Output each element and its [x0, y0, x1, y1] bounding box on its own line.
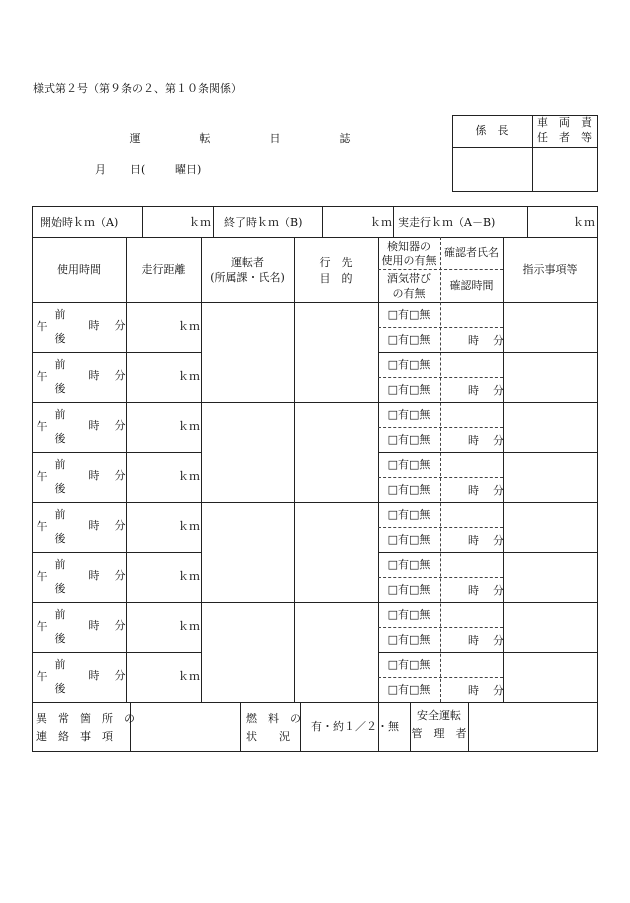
- row-am: 前: [54, 658, 66, 672]
- safety-manager-label-2: 管 理 者: [411, 727, 467, 741]
- row-minute[interactable]: 分: [114, 619, 126, 633]
- row-detector-check[interactable]: □有□無: [387, 658, 431, 672]
- row-check-hour[interactable]: 時: [468, 434, 479, 447]
- row-am: 前: [54, 508, 66, 522]
- header-use-time: 使用時間: [57, 262, 101, 276]
- abnormal-label-2: 連 絡 事 項: [36, 730, 113, 743]
- date-day: 日(: [130, 163, 146, 176]
- header-distance: 走行距離: [141, 262, 186, 276]
- row-hour[interactable]: 時: [88, 669, 100, 683]
- row-minute[interactable]: 分: [114, 669, 126, 683]
- row-minute[interactable]: 分: [114, 519, 126, 533]
- row-check-minute[interactable]: 分: [493, 684, 504, 697]
- end-km-label: 終了時ｋｍ（B): [224, 215, 303, 229]
- row-minute[interactable]: 分: [114, 319, 126, 333]
- row-check-minute[interactable]: 分: [493, 434, 504, 447]
- actual-km-unit: ｋｍ: [573, 215, 595, 229]
- row-check-hour[interactable]: 時: [468, 484, 479, 497]
- row-detector-check[interactable]: □有□無: [387, 358, 431, 372]
- header-destination-2: 目 的: [319, 272, 353, 286]
- row-go: 午: [36, 320, 48, 334]
- row-check-minute[interactable]: 分: [493, 584, 504, 597]
- row-hour[interactable]: 時: [88, 469, 100, 483]
- row-check-minute[interactable]: 分: [493, 334, 504, 347]
- row-km[interactable]: ｋｍ: [178, 420, 200, 433]
- row-drunk-check[interactable]: □有□無: [387, 633, 431, 647]
- row-am: 前: [54, 408, 66, 422]
- row-pm: 後: [54, 582, 66, 596]
- row-drunk-check[interactable]: □有□無: [387, 683, 431, 697]
- row-drunk-check[interactable]: □有□無: [387, 583, 431, 597]
- row-detector-check[interactable]: □有□無: [387, 308, 431, 322]
- fuel-label-2: 状 況: [246, 730, 290, 743]
- fuel-label-1: 燃 料 の: [246, 712, 301, 725]
- row-km[interactable]: ｋｍ: [178, 470, 200, 483]
- row-drunk-check[interactable]: □有□無: [387, 483, 431, 497]
- date-weekday: 曜日): [175, 163, 202, 176]
- row-km[interactable]: ｋｍ: [178, 570, 200, 583]
- row-minute[interactable]: 分: [114, 419, 126, 433]
- row-pm: 後: [54, 432, 66, 446]
- row-drunk-check[interactable]: □有□無: [387, 383, 431, 397]
- row-check-minute[interactable]: 分: [493, 634, 504, 647]
- date-month: 月: [95, 163, 106, 176]
- vehicle-manager-label-1: 車 両 責: [537, 116, 592, 130]
- header-driver-2: (所属課・氏名): [210, 271, 285, 285]
- row-check-hour[interactable]: 時: [468, 384, 479, 397]
- form-label: 様式第２号（第９条の２、第１０条関係）: [33, 82, 242, 95]
- title-char-3: 日: [269, 132, 281, 146]
- header-instructions: 指示事項等: [522, 262, 578, 276]
- row-hour[interactable]: 時: [88, 619, 100, 633]
- row-hour[interactable]: 時: [88, 419, 100, 433]
- row-pm: 後: [54, 632, 66, 646]
- row-hour[interactable]: 時: [88, 569, 100, 583]
- fuel-status-value[interactable]: 有・約１／２・無: [311, 719, 399, 733]
- row-am: 前: [54, 358, 66, 372]
- actual-km-label: 実走行ｋｍ（A－B): [398, 215, 496, 229]
- vehicle-manager-stamp-cell[interactable]: [533, 148, 597, 191]
- row-check-hour[interactable]: 時: [468, 684, 479, 697]
- row-go: 午: [36, 570, 48, 584]
- row-hour[interactable]: 時: [88, 519, 100, 533]
- row-minute[interactable]: 分: [114, 569, 126, 583]
- header-checker-name: 確認者氏名: [444, 246, 499, 260]
- row-km[interactable]: ｋｍ: [178, 370, 200, 383]
- row-go: 午: [36, 370, 48, 384]
- row-detector-check[interactable]: □有□無: [387, 408, 431, 422]
- row-detector-check[interactable]: □有□無: [387, 508, 431, 522]
- row-check-minute[interactable]: 分: [493, 484, 504, 497]
- header-detector-1: 検知器の: [387, 239, 431, 253]
- row-km[interactable]: ｋｍ: [178, 520, 200, 533]
- row-check-hour[interactable]: 時: [468, 334, 479, 347]
- safety-manager-label-1: 安全運転: [417, 709, 461, 723]
- row-am: 前: [54, 458, 66, 472]
- title-char-2: 転: [199, 132, 211, 146]
- abnormal-notes-field[interactable]: [131, 703, 240, 751]
- header-drunk-2: の有無: [392, 286, 426, 300]
- row-am: 前: [54, 558, 66, 572]
- row-check-minute[interactable]: 分: [493, 534, 504, 547]
- header-destination-1: 行 先: [319, 256, 353, 270]
- row-pm: 後: [54, 382, 66, 396]
- vehicle-manager-label-2: 任 者 等: [537, 131, 592, 145]
- row-pm: 後: [54, 682, 66, 696]
- row-go: 午: [36, 520, 48, 534]
- row-go: 午: [36, 620, 48, 634]
- title-char-1: 運: [129, 132, 141, 146]
- row-detector-check[interactable]: □有□無: [387, 458, 431, 472]
- header-check-time: 確認時間: [449, 278, 494, 292]
- end-km-unit: ｋｍ: [370, 215, 392, 229]
- start-km-label: 開始時ｋｍ（A): [40, 215, 119, 229]
- row-minute[interactable]: 分: [114, 469, 126, 483]
- row-drunk-check[interactable]: □有□無: [387, 533, 431, 547]
- row-drunk-check[interactable]: □有□無: [387, 433, 431, 447]
- row-drunk-check[interactable]: □有□無: [387, 333, 431, 347]
- start-km-unit: ｋｍ: [189, 215, 211, 229]
- row-check-hour[interactable]: 時: [468, 584, 479, 597]
- row-am: 前: [54, 608, 66, 622]
- abnormal-label-1: 異 常 箇 所 の: [36, 712, 135, 725]
- row-pm: 後: [54, 332, 66, 346]
- row-go: 午: [36, 420, 48, 434]
- row-hour[interactable]: 時: [88, 319, 100, 333]
- row-am: 前: [54, 308, 66, 322]
- row-hour[interactable]: 時: [88, 369, 100, 383]
- row-km[interactable]: ｋｍ: [178, 320, 200, 333]
- row-km[interactable]: ｋｍ: [178, 670, 200, 683]
- header-detector-2: 使用の有無: [381, 253, 437, 267]
- header-drunk-1: 酒気帯び: [387, 271, 431, 285]
- chief-label: 係 長: [475, 124, 509, 138]
- row-km[interactable]: ｋｍ: [178, 620, 200, 633]
- header-driver-1: 運転者: [231, 256, 264, 270]
- row-detector-check[interactable]: □有□無: [387, 608, 431, 622]
- safety-manager-stamp-field[interactable]: [469, 703, 597, 751]
- row-pm: 後: [54, 532, 66, 546]
- chief-stamp-cell[interactable]: [453, 148, 532, 191]
- row-pm: 後: [54, 482, 66, 496]
- row-check-minute[interactable]: 分: [493, 384, 504, 397]
- row-detector-check[interactable]: □有□無: [387, 558, 431, 572]
- row-check-hour[interactable]: 時: [468, 634, 479, 647]
- row-go: 午: [36, 470, 48, 484]
- title-char-4: 誌: [339, 132, 351, 146]
- row-check-hour[interactable]: 時: [468, 534, 479, 547]
- row-minute[interactable]: 分: [114, 369, 126, 383]
- row-go: 午: [36, 670, 48, 684]
